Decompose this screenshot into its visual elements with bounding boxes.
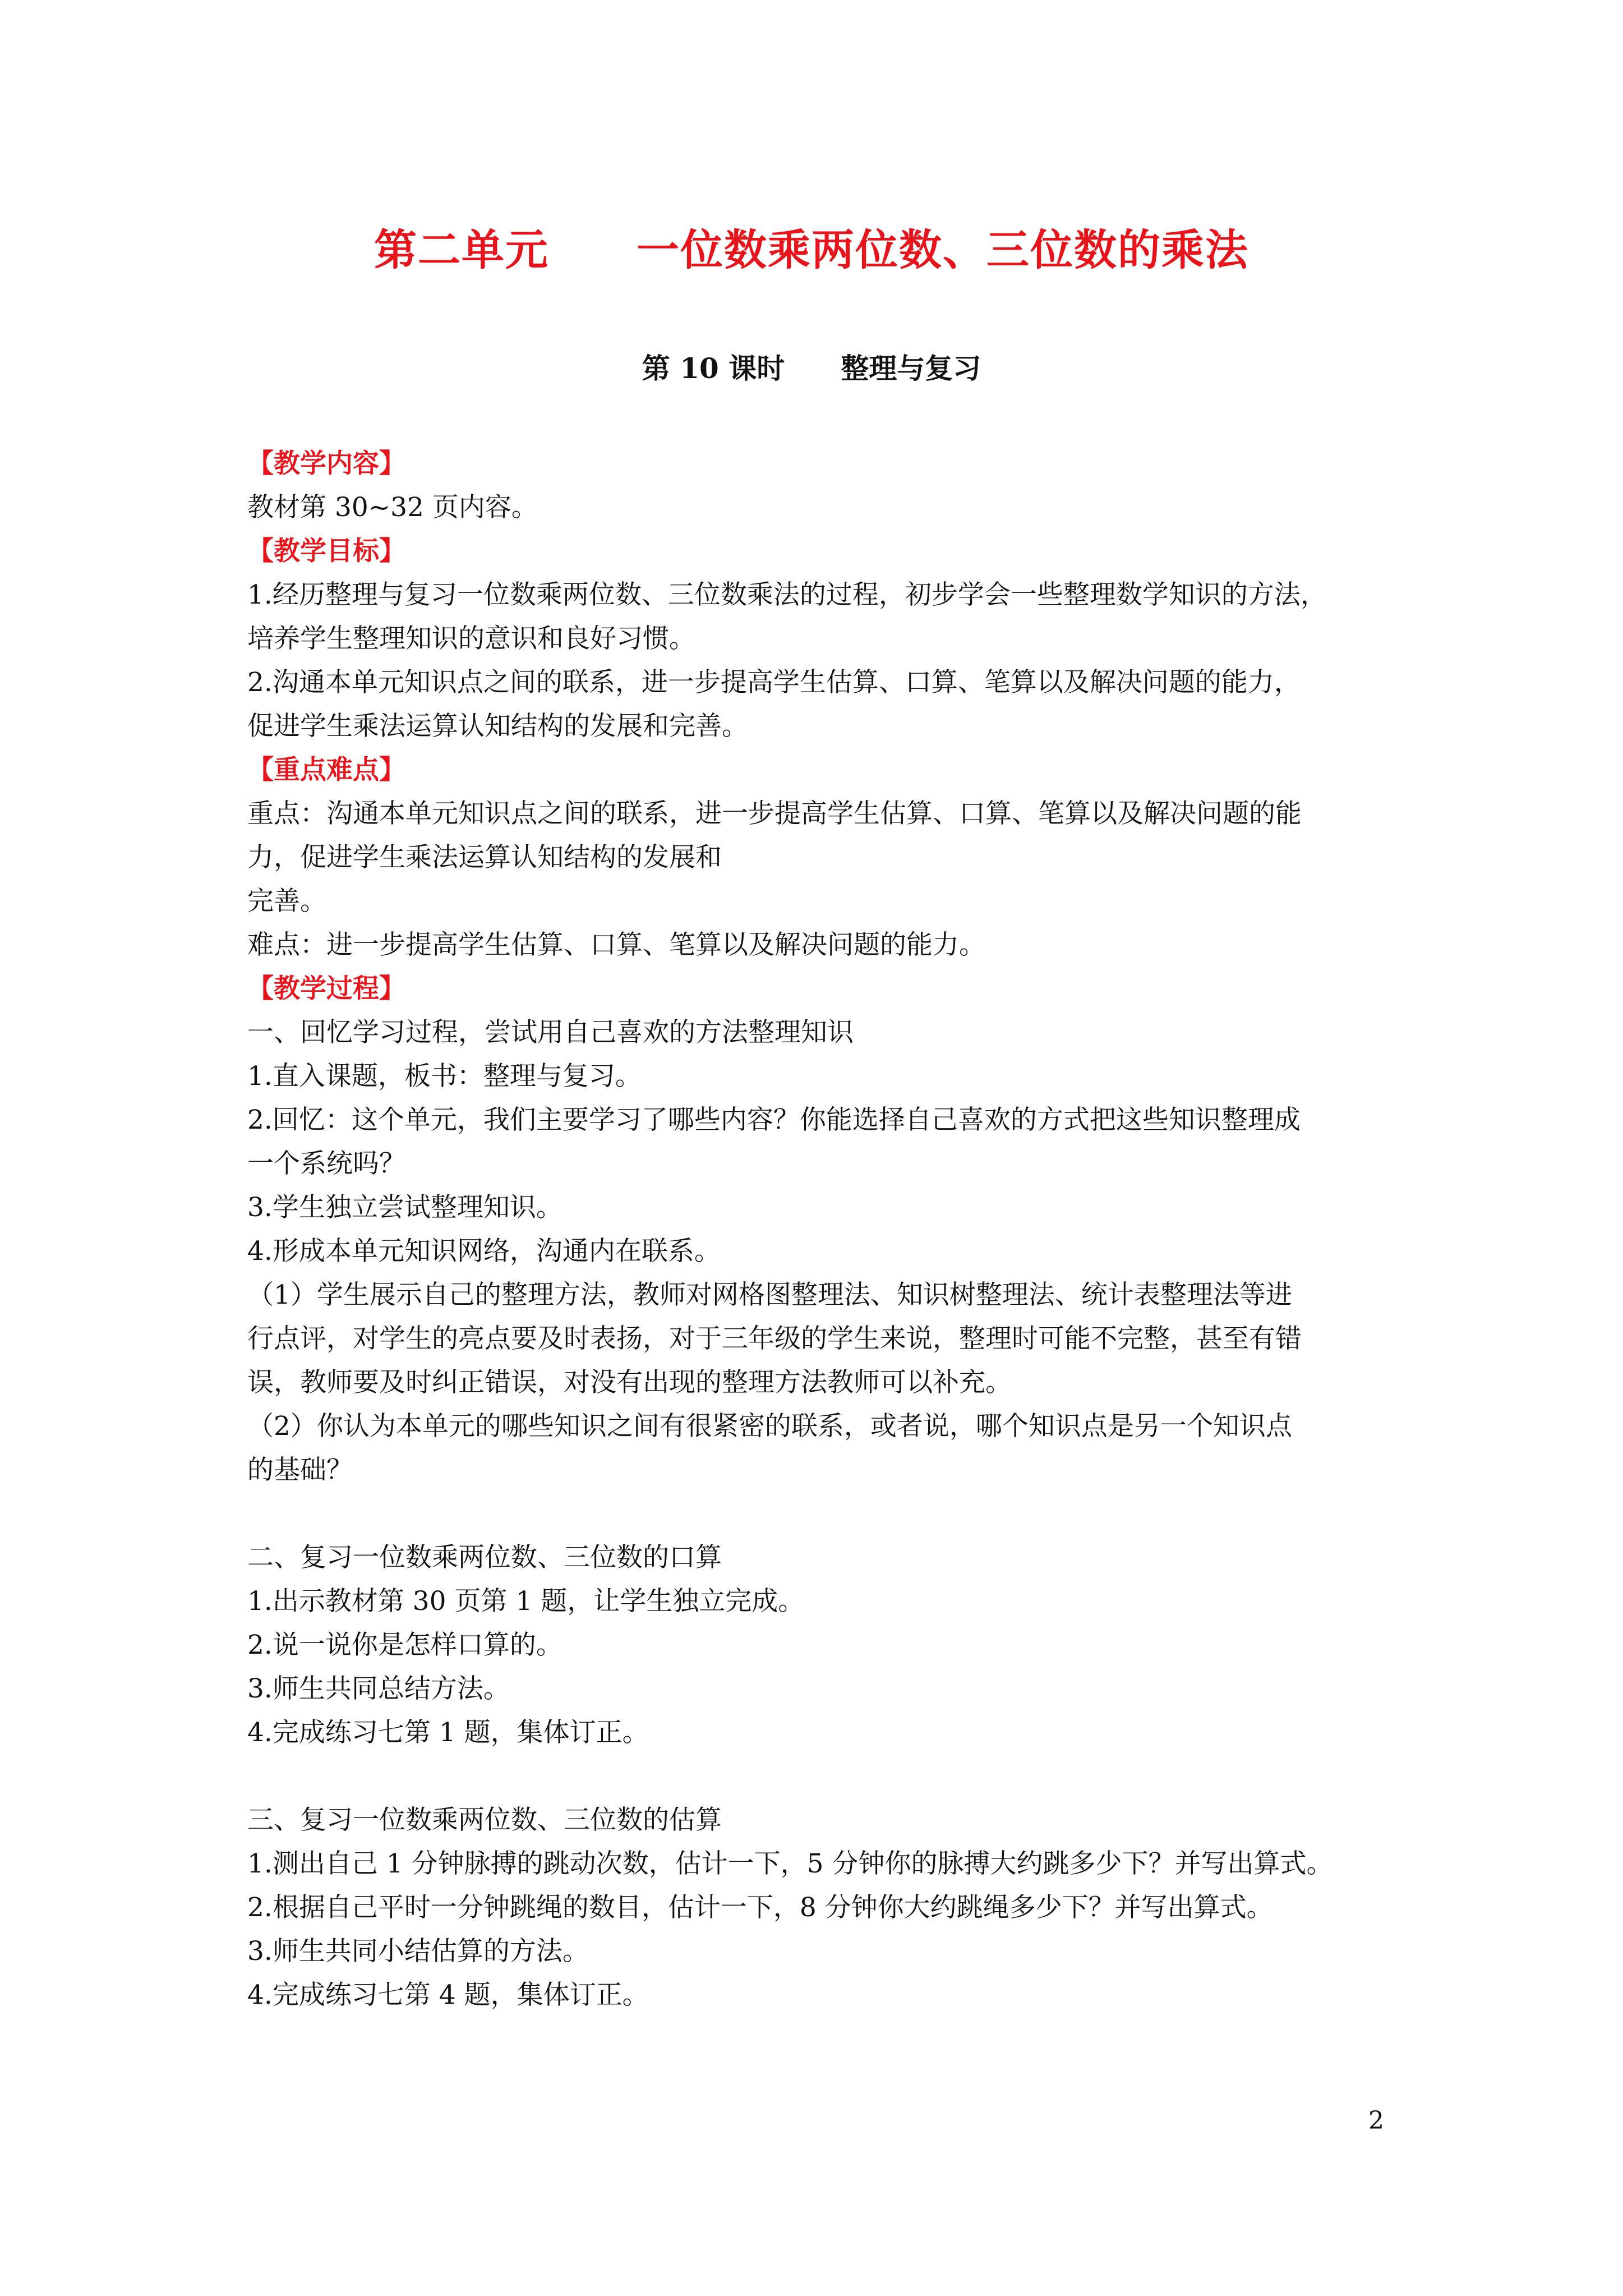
paragraph-line: （2）你认为本单元的哪些知识之间有很紧密的联系，或者说，哪个知识点是另一个知识点 <box>247 1411 1292 1442</box>
paragraph-line: 3.师生共同小结估算的方法。 <box>247 1936 589 1967</box>
paragraph-line: 3.学生独立尝试整理知识。 <box>247 1192 562 1223</box>
paragraph-line: 3.师生共同总结方法。 <box>247 1673 510 1704</box>
paragraph-line: 4.形成本单元知识网络，沟通内在联系。 <box>247 1236 721 1267</box>
paragraph-line: 促进学生乘法运算认知结构的发展和完善。 <box>247 711 748 742</box>
paragraph-line: 难点：进一步提高学生估算、口算、笔算以及解决问题的能力。 <box>247 930 985 960</box>
paragraph-line: 二、复习一位数乘两位数、三位数的口算 <box>247 1542 722 1573</box>
blank-line <box>247 1492 1389 1536</box>
section-heading-content: 【教学内容】 <box>247 448 405 479</box>
paragraph-line: 2.说一说你是怎样口算的。 <box>247 1630 562 1660</box>
paragraph-line: 2.回忆：这个单元，我们主要学习了哪些内容？你能选择自己喜欢的方式把这些知识整理成 <box>247 1105 1301 1135</box>
paragraph-line: 教材第 30~32 页内容。 <box>247 492 538 523</box>
paragraph-line: 1.出示教材第 30 页第 1 题，让学生独立完成。 <box>247 1586 805 1617</box>
paragraph-line: 1.直入课题，板书：整理与复习。 <box>247 1061 642 1092</box>
paragraph-line: 1.测出自己 1 分钟脉搏的跳动次数，估计一下，5 分钟你的脉搏大约跳多少下？并写出算式。 <box>247 1848 1333 1879</box>
paragraph-line: 重点：沟通本单元知识点之间的联系，进一步提高学生估算、口算、笔算以及解决问题的能 <box>247 798 1302 829</box>
section-heading-goals: 【教学目标】 <box>247 536 405 567</box>
paragraph-line: 2.根据自己平时一分钟跳绳的数目，估计一下，8 分钟你大约跳绳多少下？并写出算式。 <box>247 1892 1273 1923</box>
paragraph-line: 一个系统吗？ <box>247 1148 405 1179</box>
section-heading-key-points: 【重点难点】 <box>247 754 405 785</box>
paragraph-line: （1）学生展示自己的整理方法，教师对网格图整理法、知识树整理法、统计表整理法等进 <box>247 1280 1292 1310</box>
paragraph-line: 三、复习一位数乘两位数、三位数的估算 <box>247 1805 722 1835</box>
page-number: 2 <box>1368 2106 1384 2135</box>
paragraph-line: 力，促进学生乘法运算认知结构的发展和 <box>247 842 722 873</box>
paragraph-line: 行点评，对学生的亮点要及时表扬，对于三年级的学生来说，整理时可能不完整，甚至有错 <box>247 1323 1302 1354</box>
paragraph-line: 4.完成练习七第 4 题，集体订正。 <box>247 1980 649 2010</box>
paragraph-line: 1.经历整理与复习一位数乘两位数、三位数乘法的过程，初步学会一些整理数学知识的方法， <box>247 579 1327 610</box>
paragraph-line: 完善。 <box>247 886 326 917</box>
section-heading-process: 【教学过程】 <box>247 973 405 1004</box>
paragraph-line: 误，教师要及时纠正错误，对没有出现的整理方法教师可以补充。 <box>247 1367 1012 1398</box>
blank-line <box>247 1755 1389 1798</box>
unit-title: 第二单元 一位数乘两位数、三位数的乘法 <box>374 225 1249 275</box>
paragraph-line: 一、回忆学习过程，尝试用自己喜欢的方法整理知识 <box>247 1017 854 1048</box>
document-body <box>247 442 1389 2017</box>
lesson-subtitle: 第 10 课时 整理与复习 <box>642 352 981 385</box>
paragraph-line: 培养学生整理知识的意识和良好习惯。 <box>247 623 695 654</box>
paragraph-line: 2.沟通本单元知识点之间的联系，进一步提高学生估算、口算、笔算以及解决问题的能力， <box>247 667 1301 698</box>
paragraph-line: 4.完成练习七第 1 题，集体订正。 <box>247 1717 649 1748</box>
paragraph-line: 的基础？ <box>247 1455 353 1485</box>
